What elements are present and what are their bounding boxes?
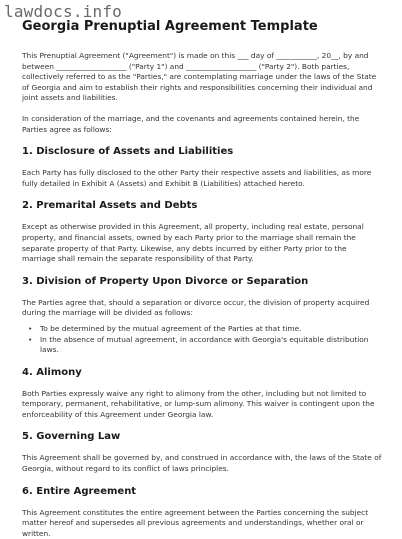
- site-watermark: lawdocs.info: [4, 2, 122, 21]
- section-body-entire-agreement: This Agreement constitutes the entire agreement between the Parties concerning the subject matter hereof and supersedes all previous agreements and understandings, whether oral or written.: [22, 507, 369, 538]
- section-heading-premarital: 2. Premarital Assets and Debts: [22, 200, 198, 212]
- section-body-division: The Parties agree that, should a separation or divorce occur, the division of property acquired during the marriage will be divided as follows:: [22, 297, 370, 318]
- section-body-premarital: Except as otherwise provided in this Agreement, all property, including real estate, personal property, and financial assets, owned by each Party prior to the marriage shall remain the separate property of that Party. Likewise, any debts incurred by either Party prior to the marriage shall remain the separate responsibility of that Party.: [22, 222, 364, 264]
- section-body-alimony: Both Parties expressly waive any right to alimony from the other, including but not limited to temporary, permanent, rehabilitative, or lump-sum alimony. This waiver is contingent upon the enforceability of this Agreement under Georgia law.: [22, 388, 375, 419]
- section-heading-disclosure: 1. Disclosure of Assets and Liabilities: [22, 146, 234, 158]
- intro-paragraph: This Prenuptial Agreement ("Agreement") is made on this ___ day of ___________, 20__, by and between ___________________ ("Party 1") and ___________________ ("Party 2"). Both parties, collectively referred to as the "Parties," are contemplating marriage under the laws of the State of Georgia and aim to establish their rights and responsibilities concerning their individual and joint assets and liabilities.: [22, 51, 377, 103]
- section-heading-governing-law: 5. Governing Law: [22, 431, 121, 443]
- section-body-disclosure: Each Party has fully disclosed to the other Party their respective assets and liabilities, as more fully detailed in Exhibit A (Assets) and Exhibit B (Liabilities) attached hereto.: [22, 168, 372, 188]
- list-item-text: In the absence of mutual agreement, in accordance with Georgia's equitable distribution laws.: [40, 334, 369, 355]
- bullet-icon: •: [28, 323, 33, 333]
- section-heading-entire-agreement: 6. Entire Agreement: [22, 485, 137, 497]
- document-page: [22, 19, 382, 539]
- consideration-paragraph: In consideration of the marriage, and the covenants and agreements contained herein, the Parties agree as follows:: [22, 113, 360, 134]
- list-item: [28, 323, 382, 335]
- bullet-icon: •: [28, 334, 33, 344]
- section-heading-alimony: 4. Alimony: [22, 366, 82, 378]
- list-item-text: To be determined by the mutual agreement of the Parties at that time.: [40, 323, 302, 333]
- section-heading-division: 3. Division of Property Upon Divorce or Separation: [22, 275, 309, 287]
- document-title: Georgia Prenuptial Agreement Template: [22, 19, 318, 34]
- division-bullet-list: [22, 324, 382, 356]
- section-body-governing-law: This Agreement shall be governed by, and construed in accordance with, the laws of the State of Georgia, without regard to its conflict of laws principles.: [22, 453, 382, 474]
- list-item: [28, 334, 382, 356]
